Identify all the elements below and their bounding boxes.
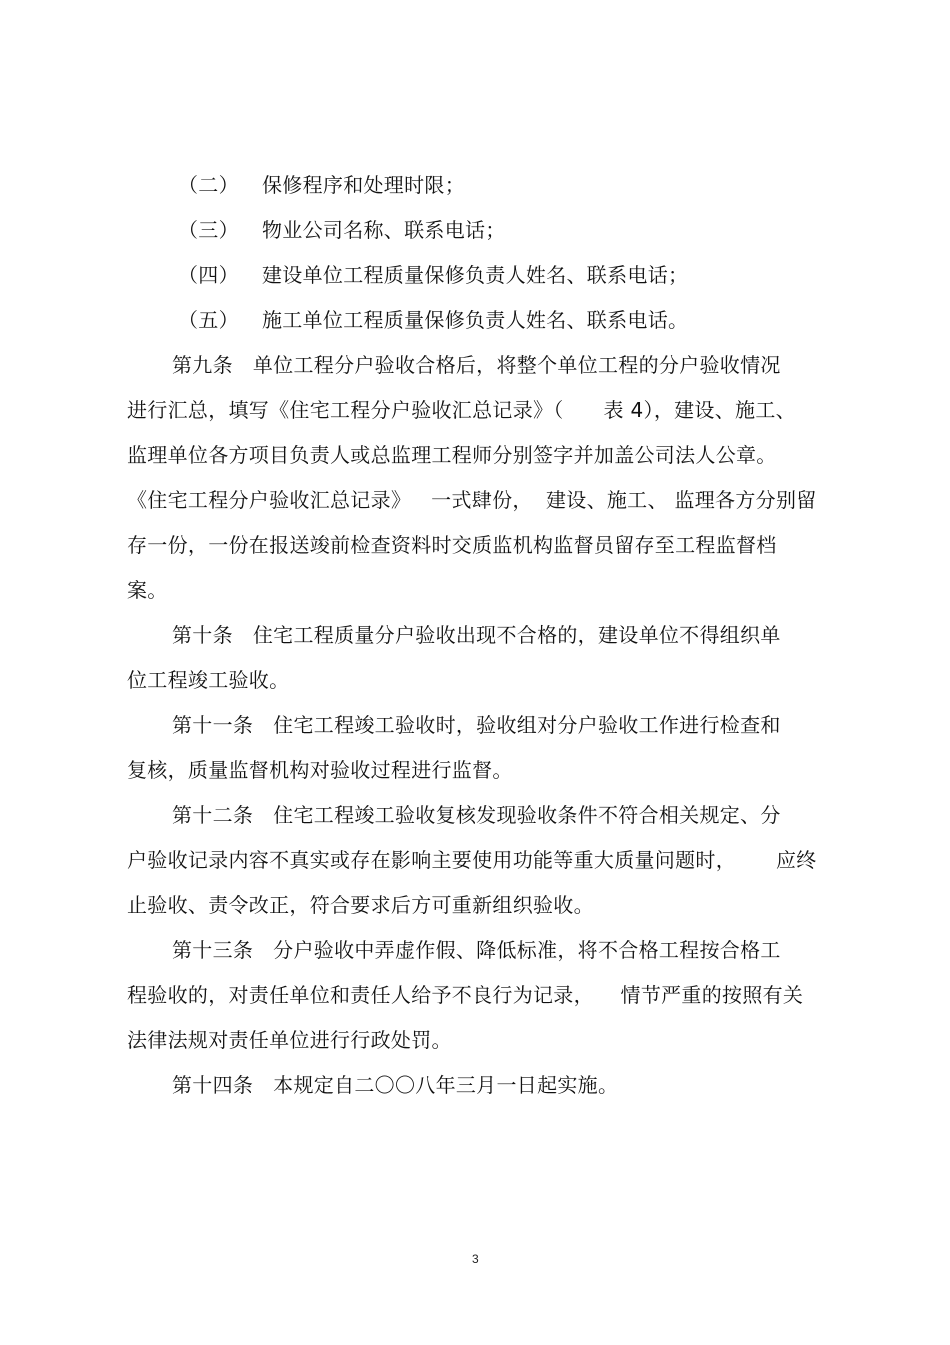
list-marker: （五） xyxy=(178,308,239,332)
article-13-line: 法律法规对责任单位进行行政处罚。 xyxy=(127,1028,452,1052)
article-11-line: 复核，质量监督机构对验收过程进行监督。 xyxy=(127,758,513,782)
article-11-line: 第十一条 住宅工程竣工验收时，验收组对分户验收工作进行检查和 xyxy=(172,713,781,737)
article-9-line: 监理单位各方项目负责人或总监理工程师分别签字并加盖公司法人公章。 xyxy=(127,443,777,467)
list-item-text: 保修程序和处理时限； xyxy=(262,173,465,197)
article-9-line: 进行汇总，填写《住宅工程分户验收汇总记录》（ 表 4），建设、施工、 xyxy=(127,398,796,422)
article-12-line: 止验收、责令改正，符合要求后方可重新组织验收。 xyxy=(127,893,594,917)
article-9-line: 《住宅工程分户验收汇总记录》 一式肆份， 建设、施工、 监理各方分别留 xyxy=(127,488,817,512)
article-12-line: 第十二条 住宅工程竣工验收复核发现验收条件不符合相关规定、分 xyxy=(172,803,781,827)
article-9-line: 第九条 单位工程分户验收合格后，将整个单位工程的分户验收情况 xyxy=(172,353,781,377)
list-item-text: 物业公司名称、联系电话； xyxy=(262,218,506,242)
article-13-line: 程验收的，对责任单位和责任人给予不良行为记录， 情节严重的按照有关 xyxy=(127,983,804,1007)
article-9-line: 存一份，一份在报送竣前检查资料时交质监机构监督员留存至工程监督档 xyxy=(127,533,777,557)
list-item-text: 建设单位工程质量保修负责人姓名、联系电话； xyxy=(262,263,689,287)
article-9-line: 案。 xyxy=(127,578,168,602)
page-number: 3 xyxy=(472,1252,479,1266)
article-14-line: 第十四条 本规定自二〇〇八年三月一日起实施。 xyxy=(172,1073,619,1097)
list-marker: （四） xyxy=(178,263,239,287)
list-item-text: 施工单位工程质量保修负责人姓名、联系电话。 xyxy=(262,308,689,332)
article-12-line: 户验收记录内容不真实或存在影响主要使用功能等重大质量问题时， 应终 xyxy=(127,848,817,872)
article-10-line: 第十条 住宅工程质量分户验收出现不合格的，建设单位不得组织单 xyxy=(172,623,781,647)
article-13-line: 第十三条 分户验收中弄虚作假、降低标准，将不合格工程按合格工 xyxy=(172,938,781,962)
list-marker: （二） xyxy=(178,173,239,197)
article-10-line: 位工程竣工验收。 xyxy=(127,668,290,692)
list-marker: （三） xyxy=(178,218,239,242)
